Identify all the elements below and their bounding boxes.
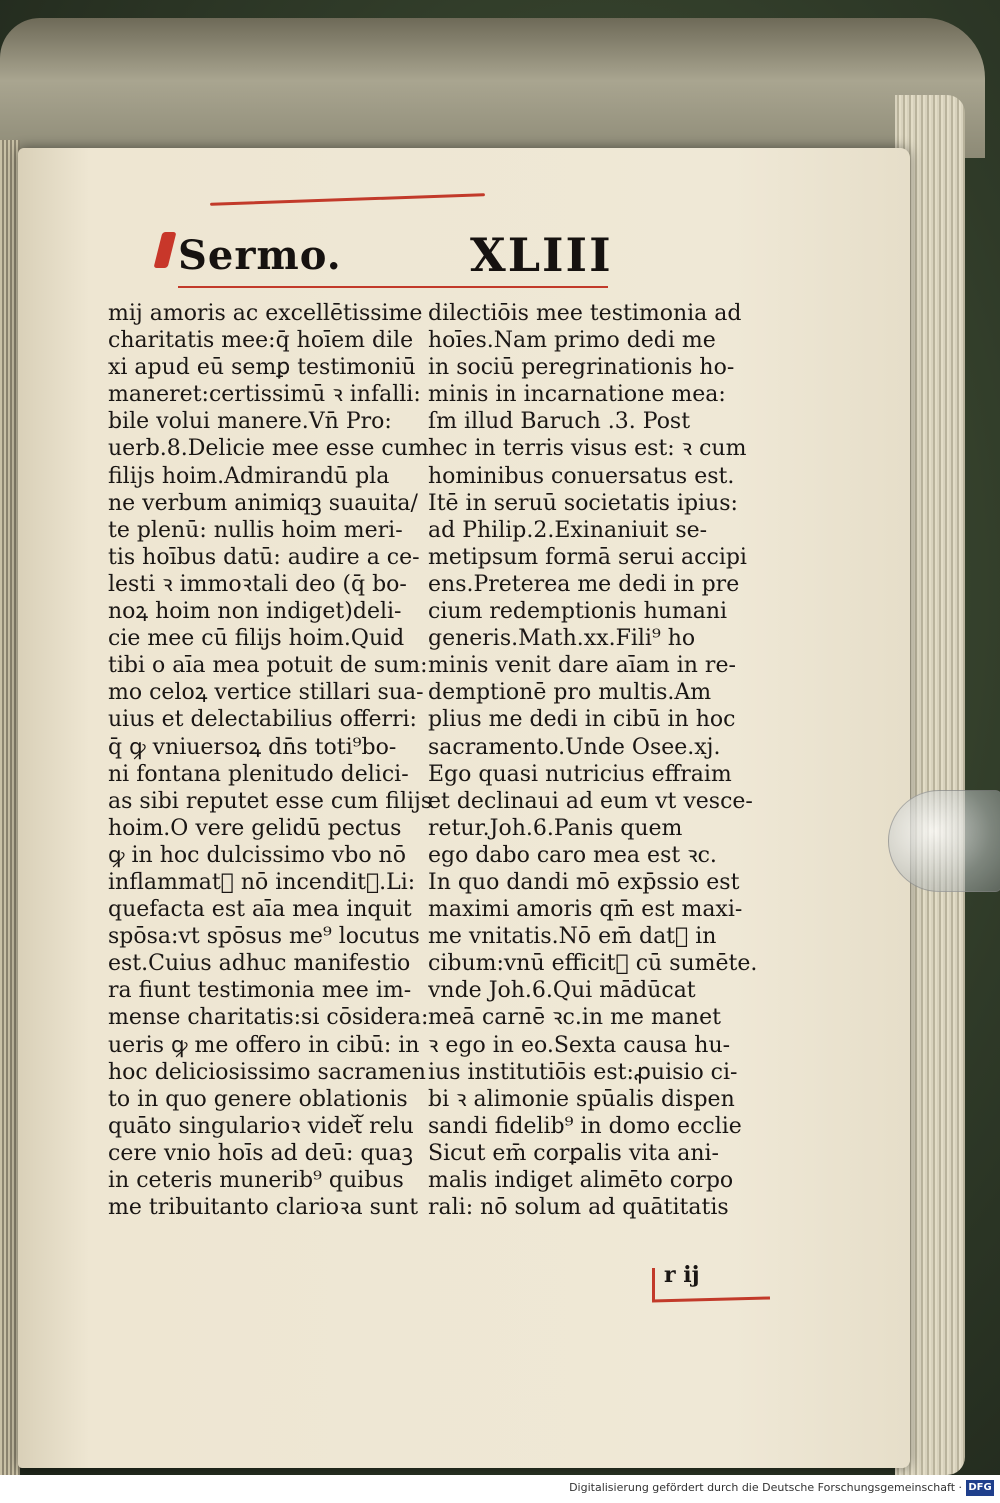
text-line: te plenū: nullis hoim meri-	[108, 517, 403, 543]
text-line: plius me dedi in cibū in hoc	[428, 707, 736, 733]
signature-mark: r ij	[664, 1262, 700, 1288]
text-line: ne verbum animiqꝫ suauita/	[108, 490, 418, 516]
text-line: in ceteris munerib⁹ quibus	[108, 1168, 404, 1193]
text-line: demptionē pro multis.Am	[428, 680, 712, 706]
text-line: cibum:vnū efficitᷓ cū sumēte.	[428, 951, 758, 977]
text-line: bi ꝛ alimonie spūalis dispen	[428, 1086, 735, 1112]
text-line: hec in terris visus est: ꝛ cum	[428, 436, 747, 462]
text-line: quefacta est aīa mea inquit	[108, 897, 412, 923]
text-line: hoīes.Nam primo dedi me	[428, 328, 716, 354]
text-line: as sibi reputet esse cum filijs	[108, 788, 433, 814]
text-line: noꝝ hoim non indiget)deli-	[108, 599, 402, 625]
text-line: maximi amoris qm̄ est maxi-	[428, 897, 743, 923]
text-line: minis venit dare aīam in re-	[428, 653, 736, 679]
text-column-left	[108, 300, 438, 1221]
text-line: spōsa:vt spōsus me⁹ locutus	[108, 924, 420, 950]
header-underline	[178, 286, 608, 288]
footer-credit: Digitalisierung gefördert durch die Deutsche Forschungsgemeinschaft ·	[569, 1481, 962, 1494]
text-line: mij amoris ac excellētissime	[108, 301, 423, 326]
text-line: meā carnē ꝛc.in me manet	[428, 1005, 721, 1031]
text-line: ra fiunt testimonia mee im-	[108, 978, 412, 1004]
text-line: metipsum formā serui accipi	[428, 544, 747, 570]
text-line: bile volui manere.Vn̄ Pro:	[108, 409, 392, 435]
book-top-edge	[0, 18, 985, 158]
text-line: dilectiōis mee testimonia ad	[428, 301, 742, 326]
text-line: ius institutiōis est:ꝓuisio ci-	[428, 1059, 738, 1085]
text-line: ni fontana plenitudo delici-	[108, 761, 409, 787]
text-line: xi apud eū semꝑ testimoniū	[108, 355, 416, 381]
text-line: cere vnio hoīs ad deū: quaꝫ	[108, 1140, 413, 1166]
text-line: cium redemptionis humani	[428, 599, 728, 625]
text-line: generis.Math.xx.Fili⁹ ho	[428, 626, 696, 652]
text-line: ad Philip.2.Exinaniuit se-	[428, 517, 708, 543]
text-line: ꝙ in hoc dulcissimo vbo nō	[108, 842, 406, 868]
text-line: q̄ ꝙ vniuersoꝝ dn̄s toti⁹bo-	[108, 734, 397, 760]
text-line: hominibus conuersatus est.	[428, 463, 735, 489]
text-line: est.Cuius adhuc manifestio	[108, 951, 411, 977]
text-line: sandi fidelib⁹ in domo eccl̄ie	[428, 1113, 742, 1139]
text-line: Itē in seruū societatis ipius:	[428, 490, 738, 516]
text-line: charitatis mee:q̄ hoīem dile	[108, 328, 414, 354]
text-line: me tribuitanto clarioꝛa sunt	[108, 1195, 419, 1221]
text-column-right	[428, 300, 758, 1221]
text-line: quāto singularioꝛ videtᷓ relu	[108, 1113, 414, 1139]
text-line: ego dabo caro mea est ꝛc.	[428, 842, 717, 868]
text-line: minis in incarnatione mea:	[428, 382, 726, 408]
text-line: hoc deliciosissimo sacramen	[108, 1059, 426, 1085]
running-head	[178, 228, 613, 290]
text-line: tis hoībus datū: audire a ce-	[108, 544, 420, 570]
text-line: ꝛ ego in eo.Sexta causa hu-	[428, 1032, 731, 1058]
text-line: Sicut em̄ corꝑalis vita ani-	[428, 1140, 719, 1166]
text-line: to in quo genere oblationis	[108, 1086, 408, 1112]
signature-rule-vertical	[652, 1268, 655, 1300]
text-line: mense charitatis:si cōsidera:	[108, 1005, 429, 1031]
text-line: malis indiget alimēto corpo	[428, 1168, 734, 1193]
page-title: Sermo.	[178, 232, 342, 279]
text-line: In quo dandi mō exp̄ssio est	[428, 869, 740, 895]
text-line: mo celoꝝ vertice stillari sua-	[108, 680, 424, 706]
text-line: retur.Joh.6.Panis quem	[428, 815, 683, 841]
text-line: in sociū peregrinationis ho-	[428, 355, 735, 381]
text-line: et declinaui ad eum vt vesce-	[428, 788, 753, 814]
text-line: vnde Joh.6.Qui mādūcat	[428, 978, 696, 1004]
text-line: filijs hoim.Admirandū pla	[108, 463, 390, 489]
text-line: sacramento.Unde Osee.xj.	[428, 734, 721, 760]
text-line: tibi o aīa mea potuit de sum:	[108, 653, 428, 679]
text-line: Ego quasi nutricius effraim	[428, 761, 732, 787]
book-left-edge	[0, 140, 20, 1475]
text-line: cie mee cū filijs hoim.Quid	[108, 626, 405, 652]
page-clip	[888, 790, 1000, 892]
text-line: ens.Preterea me dedi in pre	[428, 571, 740, 597]
text-line: lesti ꝛ immoꝛtali deo (q̄ bo-	[108, 571, 407, 597]
text-line: rali: nō solum ad quātitatis	[428, 1195, 729, 1221]
text-line: me vnitatis.Nō em̄ datᷓ in	[428, 924, 717, 950]
text-line: hoim.O vere gelidū pectus	[108, 815, 402, 841]
dfg-logo: DFG	[966, 1480, 994, 1496]
text-line: ſm illud Baruch .3. Post	[428, 409, 691, 435]
text-line: uius et delectabilius offerri:	[108, 707, 417, 733]
chapter-number: XLIII	[470, 228, 613, 282]
text-line: ueris ꝙ me offero in cibū: in	[108, 1032, 420, 1058]
text-line: uerb.8.Delicie mee esse cum	[108, 436, 429, 462]
text-line: inflammatᷓ nō incenditᷓ.Li:	[108, 869, 416, 895]
text-line: maneret:certissimū ꝛ infalli:	[108, 382, 421, 408]
